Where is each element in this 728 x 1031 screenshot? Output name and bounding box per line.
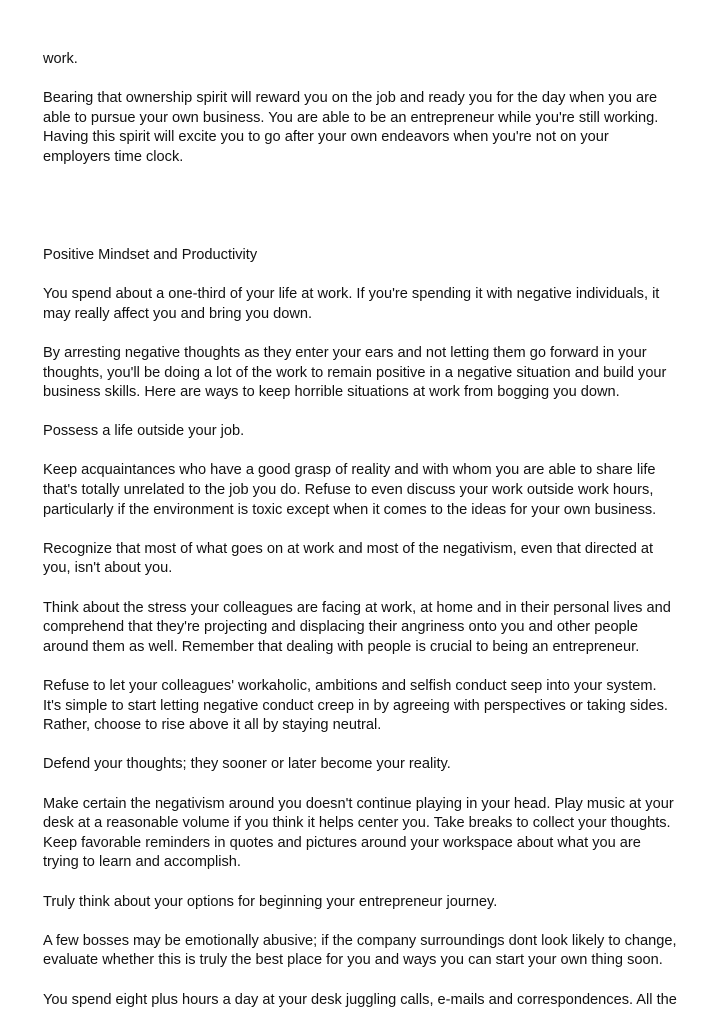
text-line: business skills. Here are ways to keep horrible situations at work from bogging you down. (43, 384, 620, 401)
document-body (43, 50, 691, 1030)
paragraph (43, 344, 691, 403)
text-line: comprehend that they're projecting and displacing their angriness onto you and other people (43, 619, 639, 636)
text-line: able to pursue your own business. You are able to be an entrepreneur while you're still working. (43, 109, 659, 126)
paragraph (43, 677, 691, 736)
text-line: thoughts, you'll be doing a lot of the work to remain positive in a negative situation and build your (43, 364, 667, 381)
text-line: around them as well. Remember that dealing with people is crucial to being an entrepreneur. (43, 638, 640, 655)
text-line: evaluate whether this is truly the best place for you and ways you can start your own thing soon. (43, 952, 663, 969)
text-line: Refuse to let your colleagues' workaholic, ambitions and selfish conduct seep into your system. (43, 678, 657, 695)
text-line: Think about the stress your colleagues are facing at work, at home and in their personal lives and (43, 599, 671, 616)
paragraph (43, 50, 691, 70)
heading-text: Positive Mindset and Productivity (43, 246, 258, 263)
paragraph (43, 461, 691, 520)
paragraph (43, 89, 691, 167)
text-line: Truly think about your options for beginning your entrepreneur journey. (43, 893, 498, 910)
text-line: Recognize that most of what goes on at work and most of the negativism, even that directed at (43, 540, 654, 557)
paragraph (43, 285, 691, 324)
text-line: particularly if the environment is toxic except when it comes to the ideas for your own business. (43, 501, 657, 518)
text-line: Having this spirit will excite you to go after your own endeavors when you're not on your (43, 129, 609, 146)
text-line: may really affect you and bring you down. (43, 305, 313, 322)
section-heading (43, 246, 691, 266)
paragraph (43, 991, 691, 1011)
paragraph (43, 795, 691, 873)
text-line: trying to learn and accomplish. (43, 854, 241, 871)
section-spacer (43, 187, 691, 246)
text-line: Keep acquaintances who have a good grasp of reality and with whom you are able to share life (43, 462, 656, 479)
text-line: work. (43, 51, 78, 67)
text-line: desk at a reasonable volume if you think it helps center you. Take breaks to collect your thoughts. (43, 815, 671, 832)
text-line: you, isn't about you. (43, 560, 173, 577)
text-line: By arresting negative thoughts as they enter your ears and not letting them go forward in your (43, 344, 647, 361)
paragraph (43, 755, 691, 775)
paragraph (43, 599, 691, 658)
text-line: Make certain the negativism around you doesn't continue playing in your head. Play music at your (43, 795, 674, 812)
paragraph (43, 540, 691, 579)
text-line: that's totally unrelated to the job you do. Refuse to even discuss your work outside work hours, (43, 482, 654, 499)
text-line: Rather, choose to rise above it all by staying neutral. (43, 717, 382, 734)
text-line: Bearing that ownership spirit will reward you on the job and ready you for the day when you are (43, 90, 658, 107)
text-line: Defend your thoughts; they sooner or later become your reality. (43, 756, 451, 773)
text-line: employers time clock. (43, 148, 184, 165)
text-line: You spend eight plus hours a day at your desk juggling calls, e-mails and correspondences. All the (43, 991, 677, 1008)
text-line: Possess a life outside your job. (43, 423, 245, 440)
paragraph (43, 932, 691, 971)
paragraph (43, 893, 691, 913)
text-line: It's simple to start letting negative conduct creep in by agreeing with perspectives or taking sides. (43, 697, 668, 714)
text-line: Keep favorable reminders in quotes and pictures around your workspace about what you are (43, 834, 641, 851)
text-line: A few bosses may be emotionally abusive; if the company surroundings dont look likely to change, (43, 932, 677, 949)
paragraph (43, 422, 691, 442)
text-line: You spend about a one-third of your life at work. If you're spending it with negative individuals, it (43, 286, 660, 303)
